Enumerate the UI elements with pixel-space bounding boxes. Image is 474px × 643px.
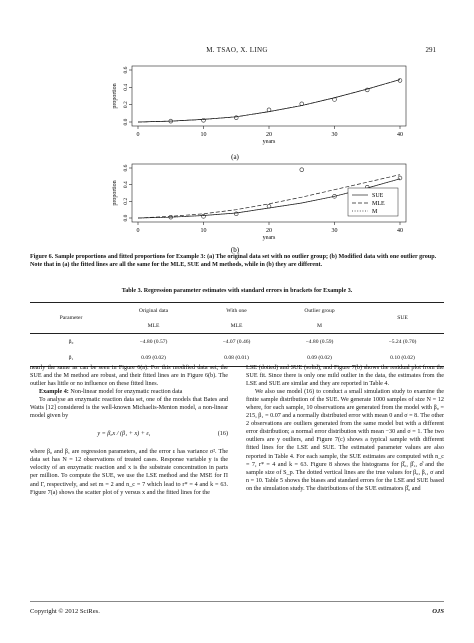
param-header: Parameter bbox=[59, 315, 83, 321]
x-tick-label: 20 bbox=[266, 132, 272, 138]
paragraph: where β₀ and β₁ are regression parameters, and the error ε has variance σ². The data set has N = 12 observations of treated cases. Response variable y is the velocity of an enzymatic reaction and x is the substrate concentration in parts per million. To compute the SUE, we use the LSE method and the MSE for Π and Γ, respectively, and set m = 2 and n_c = 7 which lead to r* = 4 and k = 63. Figure 7(a) shows the scatter plot of y versus x and the fitted lines for the bbox=[30, 449, 228, 496]
fitted-line bbox=[138, 80, 400, 122]
x-axis-label: years bbox=[262, 235, 276, 241]
left-column bbox=[30, 364, 228, 497]
x-tick-label: 0 bbox=[136, 132, 140, 138]
figure-6b-panel bbox=[60, 162, 410, 254]
example-title: Non-linear model for enzymatic reaction data bbox=[68, 389, 183, 396]
y-tick-label: 0.2 bbox=[123, 197, 129, 205]
x-tick-label: 40 bbox=[397, 132, 403, 138]
legend-label: M bbox=[372, 209, 378, 215]
group-header: With one bbox=[226, 308, 247, 314]
legend-label: SUE bbox=[372, 193, 384, 199]
data-point bbox=[234, 116, 238, 120]
data-point bbox=[365, 88, 369, 92]
value-cell: 0.09 (0.02) bbox=[141, 355, 166, 361]
panel-label: (a) bbox=[231, 153, 239, 161]
panel-label: (b) bbox=[230, 246, 240, 254]
y-tick-label: 0.2 bbox=[123, 101, 129, 109]
group-header: SUE bbox=[397, 315, 408, 321]
y-tick-label: 0.4 bbox=[123, 83, 129, 91]
data-point bbox=[300, 102, 304, 106]
running-title: M. TSAO, X. LING bbox=[206, 46, 268, 54]
data-point bbox=[398, 79, 402, 83]
group-header: Original data bbox=[138, 308, 169, 314]
equation-16 bbox=[30, 420, 228, 448]
plot-frame bbox=[132, 66, 406, 126]
table-row bbox=[30, 334, 444, 351]
y-tick-label: 0.6 bbox=[123, 66, 129, 74]
group-header: Outlier group bbox=[304, 308, 335, 314]
paragraph: To analyse an enzymatic reaction data set, one of the models that Bates and Watts [12] considered is the well-known Michaelis-Menton model, a non-linear model given by bbox=[30, 397, 228, 420]
figure-6a-panel bbox=[60, 62, 410, 162]
equation-number: (16) bbox=[217, 431, 228, 438]
data-point bbox=[234, 212, 238, 216]
x-tick-label: 10 bbox=[200, 132, 207, 138]
method-header: M bbox=[317, 323, 322, 329]
plot-area bbox=[112, 66, 406, 145]
example-heading bbox=[30, 388, 228, 396]
x-tick-label: 20 bbox=[266, 228, 272, 234]
y-axis-label: proportion bbox=[112, 180, 118, 206]
param-cell: β₀ bbox=[68, 339, 74, 345]
y-tick-label: 0.6 bbox=[123, 164, 129, 172]
x-axis-label: years bbox=[262, 139, 276, 145]
x-tick-label: 30 bbox=[331, 132, 338, 138]
data-point bbox=[398, 176, 402, 180]
equation: y = β₀x / (β₁ + x) + ε, bbox=[97, 431, 151, 438]
value-cell: 0.10 (0.02) bbox=[390, 355, 415, 361]
table-caption: Table 3. Regression parameter estimates with standard errors in brackets for Example 3. bbox=[121, 288, 353, 294]
y-tick-label: 0.0 bbox=[123, 118, 129, 126]
value-cell: 0.08 (0.01) bbox=[224, 355, 249, 361]
y-axis-label: proportion bbox=[112, 83, 118, 109]
data-point bbox=[202, 118, 206, 122]
journal-name: OJS bbox=[432, 608, 444, 615]
value-cell: −5.24 (0.70) bbox=[388, 339, 417, 345]
param-cell: β₁ bbox=[68, 355, 74, 361]
copyright: Copyright © 2012 SciRes. bbox=[30, 608, 100, 615]
method-header: MLE bbox=[230, 323, 243, 329]
value-cell: 0.09 (0.02) bbox=[307, 355, 332, 361]
right-column bbox=[246, 364, 444, 493]
paragraph: We also use model (16) to conduct a small simulation study to examine the finite sample distribution of the SUE. We generate 1000 samples of size N = 12 where, for each sample, 10 observations are generated from the model with β₀ = 215, β₁ = 0.07 and a normally distributed error with mean 0 and σ = 8. The other 2 observations are outliers generated from the same model but with a different error distribution; a normal error distribution with mean −30 and σ = 1. The two outliers are y outliers, and Figure 7(c) shows a typical sample with different fitted lines for the LSE and SUE. The estimated parameter values are also reported in Table 4. For each sample, the SUE estimates are computed with n_c = 7, r* = 4 and k = 63. Figure 8 shows the histograms for β̂₀, β̂₁, σ̂ and the sample size of S_p. The dotted vertical lines are the true values for β₀, β₁, σ and n = 10. Table 5 shows the biases and standard errors for the LSE and SUE based on the simulation study. The distributions of the SUE estimators β̂₀ and bbox=[246, 389, 444, 492]
x-tick-label: 30 bbox=[331, 228, 338, 234]
method-header: MLE bbox=[147, 323, 160, 329]
plot-area bbox=[112, 164, 406, 241]
data-point bbox=[267, 108, 271, 112]
page-number: 291 bbox=[425, 46, 436, 54]
paragraph: nearly the same as can be seen in Figure 6(a). For this modified data set, the SUE and the M method are robust, and their fitted lines are in Figure 6(b). The outlier has little or no influence on these fitted lines. bbox=[30, 365, 228, 388]
x-tick-label: 10 bbox=[200, 228, 207, 234]
data-point bbox=[333, 98, 337, 102]
footer bbox=[30, 601, 444, 615]
legend-label: MLE bbox=[372, 201, 385, 207]
example-label: Example 4: bbox=[39, 389, 69, 396]
parameter-table bbox=[30, 302, 444, 367]
fitted-line bbox=[138, 80, 400, 122]
paragraph: LSE (dotted) and SUE (solid), and Figure 7(b) shows the residual plot from the SUE fit. Since there is only one mild outlier in the data, the estimates from the LSE and SUE are similar and they are reported in Table 4. bbox=[246, 365, 444, 388]
y-tick-label: 0.0 bbox=[123, 214, 129, 222]
data-point bbox=[300, 168, 304, 172]
y-tick-label: 0.4 bbox=[123, 181, 129, 189]
value-cell: −4.80 (0.59) bbox=[305, 339, 334, 345]
fitted-line bbox=[138, 80, 400, 122]
x-tick-label: 40 bbox=[397, 228, 403, 234]
figure-caption: Figure 6. Sample proportions and fitted proportions for Example 3: (a) The original data set with no outlier group; (b) Modified data with one outlier group. Note that in (a) the fitted lines are all the same for the MLE, SUE and M methods, while in (b) they are different. bbox=[30, 254, 437, 269]
x-tick-label: 0 bbox=[136, 228, 140, 234]
value-cell: −4.80 (0.57) bbox=[139, 339, 168, 345]
value-cell: −4.07 (0.46) bbox=[222, 339, 251, 345]
data-point bbox=[202, 214, 206, 218]
